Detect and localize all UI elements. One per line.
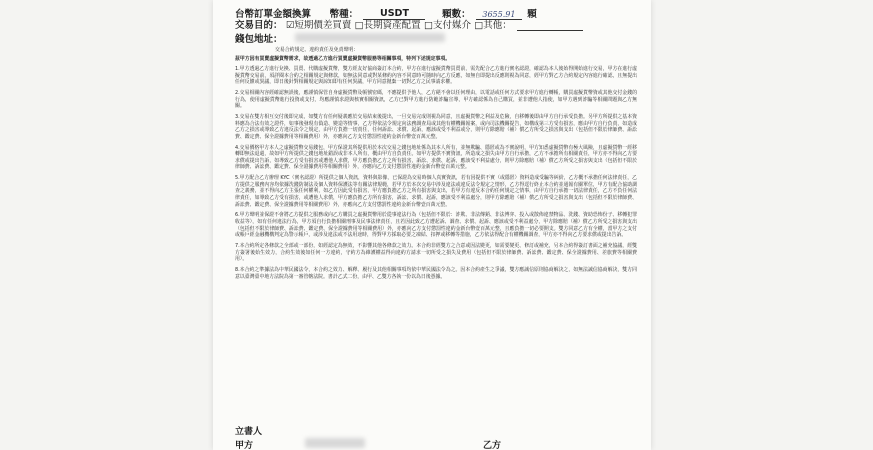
quantity-label: 顆數： — [442, 9, 471, 20]
wallet-label: 錢包地址： — [235, 34, 283, 45]
clause-5: 5.甲方配合乙方辦理 KYC（實名認證）所提供之個人資訊，資料與影像，已保證為交易時個人真實資訊，若有因提供不實（或隱匿）資料造成受騙等糾紛，乙方概不承擔任何法律責任，乙方提供之服務內容均依據洗錢防制法及個人資料保護法等有關法律規範，若甲方於本次交易中涉及違法或違反法令規定之情形，乙方得逕行終止本合約並通報有關單位，甲方有配合協助調查之義務，並不得向乙方主張任何權利，如乙方因此受有損害，甲方應負擔乙方之所有損害與支出，若甲方有違反本合約任何規定之情事，由甲方自行承擔一切法律責任，乙方不負任何法律責任，如導致乙方受有損害，或遭他人求償，甲方應負擔乙方所有損害，訴訟、求償、起訴，應該受不利益處分，則甲方除應賠（補）償乙方所受之損害與支出（包括但不限於律師費、訴訟費、鑑定費、保全證據費用等相關費用）外，亦應向乙方支付懲罰性違約金新台幣壹百萬元整。 — [235, 175, 637, 208]
clause-3: 3.交易在雙方相互交付後即完成，如雙方有任何疑義應於交易結束後提出，一旦交易完成則視為同意，且虛擬貨幣之利益及危險，自移轉後即由甲方自行承受負擔。另甲方所提供之基本資料應為合法有效之證件，如事後發現有偽造、變造等情事，乙方得依法令規定向法務調查局或其他有權機關報案，或向司法機關提告，如構成第三方受有損害，應由甲方自行負責，如造成乙方之損害或導致乙方違反法令之規定，由甲方負擔一切責任，任何訴訟、求償、起訴，應該或受不利益或分，則甲方除應賠（補）償乙方所受之損害與支出（包括但不限於律師費、訴訟費、鑑定費、保全證據費用等相關費用）外，亦應向乙方支付懲罰性違約金新台幣壹百萬元整。 — [235, 114, 637, 140]
signatory-title: 立書人 — [235, 427, 263, 437]
purpose-option-short-term: ☑短期價差買賣 — [285, 20, 352, 31]
quantity-value: 3655.91 — [476, 10, 522, 20]
redacted-party-a — [305, 438, 365, 448]
wallet-row — [235, 31, 283, 45]
purpose-row — [235, 17, 585, 31]
clause-1: 1.甲方透過乙方進行兌換、買賣、代購虛擬貨幣，雙方經友好協商簽訂本合約，甲方在進行虛擬貨幣買賣前，需先配合乙方進行實名認證，確認為本人後始得開始進行交易，甲方在進行虛擬貨幣交易前，須詳閱本合約之相關規定與條款，如無法同意或對某條約內容不同意時可隨時向乙方反應，如無自即提出反應則視為同意，經甲方對乙方合約規定內容進行確認，且無提出任何反饋或異議，即日後針對相關規定與諒知即有任何異議，甲方同意拋棄一切對乙方之民事請求權。 — [235, 66, 637, 86]
clause-4: 4.交易價格甲方本人之虛擬貨幣交易錢包，甲方保證其所提供用於本次交易之錢包地址係為其本人所有，並無欺騙、隱匿或為不實說明，甲方知悉虛擬貨幣有極大風險，且虛擬貨幣一經移轉即無法退還，故如甲方所提供之錢包地址錯誤或非本人所有，概由甲方自負責任。如甲方提供不實資訊，所造成之損失由甲方自行承擔，乙方不承擔所有相關責任，甲方亦不得向乙方要求償或提出告訴，如導致乙方受有損害或遭他人求償，甲方應負擔乙方之所有損害，訴訟、求償、起訴，應該受不利益處分，則甲方除應賠（補）償乙方所受之損害與支出（包括但不限於律師費、訴訟費、鑑定費、保全證據費用等相關費用）外，亦應向乙方支付懲罰性違約金新台幣壹百萬元整。 — [235, 144, 637, 171]
clause-8: 8.本合約之準據法為中華民國法令，本合約之效力、解釋、履行及其他相關事項均依中華民國法令為之。因本合約產生之爭議，雙方應誠信原則協商解決之，如無法誠信協商解決，雙方同意以臺灣臺中地方法院為第一審管轄法院。書計乙式二份，由甲、乙雙方各執一份以為日後憑據。 — [235, 266, 637, 280]
purpose-option-long-term: □長期資產配置 — [354, 20, 421, 31]
clause-7: 7.本合約所定各條款之全部或一部份，如經認定為無效，不影響其他各條款之效力。本合約非經雙方之合意或因法變更，如需要變更、修訂或補充，另本合約得簽訂書面之補充協議，經雙方簽署後始生效力，合約生效後如任何一方違約，守約方為維護權益得向違約方請求一切所受之損失及費用（包括但不限於律師費、訴訟費、鑑定費、保全證據費用、差旅費等相關費用）。 — [235, 242, 637, 263]
contract-body — [235, 47, 637, 284]
party-b-label: 乙方 — [483, 441, 502, 450]
clause-2: 2.交易相關內容經確認無誤後，應謹慎保管自身虛擬貨幣及帳號密碼，不應提供予他人，乙方絕不會以任何理由，以電話或任何方式要求甲方進行轉帳，購買虛擬貨幣資或其他交付金錢的行為，使用虛擬貨幣進行投資或支付，均應謹慎求證與核實相關資訊，乙方已對甲方進行防範詐騙宣導，甲方確認係為自己購買，並非遭他人指使，如甲方遇到詐騙等相關問題與乙方無關。 — [235, 90, 637, 110]
redacted-wallet-address — [295, 33, 445, 42]
purpose-option-other: □其他： — [474, 20, 512, 31]
party-a-label: 甲方 — [235, 441, 254, 450]
quantity-unit: 顆 — [527, 9, 537, 20]
contract-page — [213, 0, 651, 450]
currency-label: 幣種： — [329, 9, 359, 20]
currency-value: USDT — [363, 8, 425, 20]
contract-intro: 交易合約規定、違約責任及免責聲明： — [275, 47, 359, 53]
clause-6: 6.甲方聲明並保證不會將乙方提供之服務或向乙方購買之虛擬貨幣用於從事違法行為（包括但不限於：詐欺、非法傳銷、非法博弈、投入或散佈違禁物品、洗錢、資助恐怖份子、移轉犯罪收益等），如有任何違法行為，甲方須自行負擔相關刑事及民事法律責任，且若因此致乙方遭起訴、調查、求償、起訴、應該或受不利益處分，甲方除應賠（補）償乙方所受之損害與支出（包括但不限於律師費、訴訟費、鑑定費、保全證據費用等相關費用）外，亦應向乙方支付懲罰性違約金新台幣壹百萬元整，且應負擔一切必要開支。雙方同意乙方有全權，當甲方之支付或帳戶經金融機構判定為警示帳戶，或涉及違法或不法用途時，得對甲方採取必要之凍結、扣押或移轉等措施，乙方依法得配合有權機關調查，甲方亦不得向乙方要求償或提出告訴。 — [235, 212, 637, 239]
purpose-label: 交易目的： — [235, 20, 283, 31]
purpose-option-payment: □支付媒介 — [423, 20, 471, 31]
order-title: 台幣訂單金額換算 — [235, 9, 312, 20]
purpose-other-blank — [517, 30, 583, 31]
contract-lead: 茲甲方因有買賣虛擬貨幣需求，故透過乙方進行買賣虛擬貨幣服務等相關事項，特列下述規定事項。 — [235, 55, 451, 62]
